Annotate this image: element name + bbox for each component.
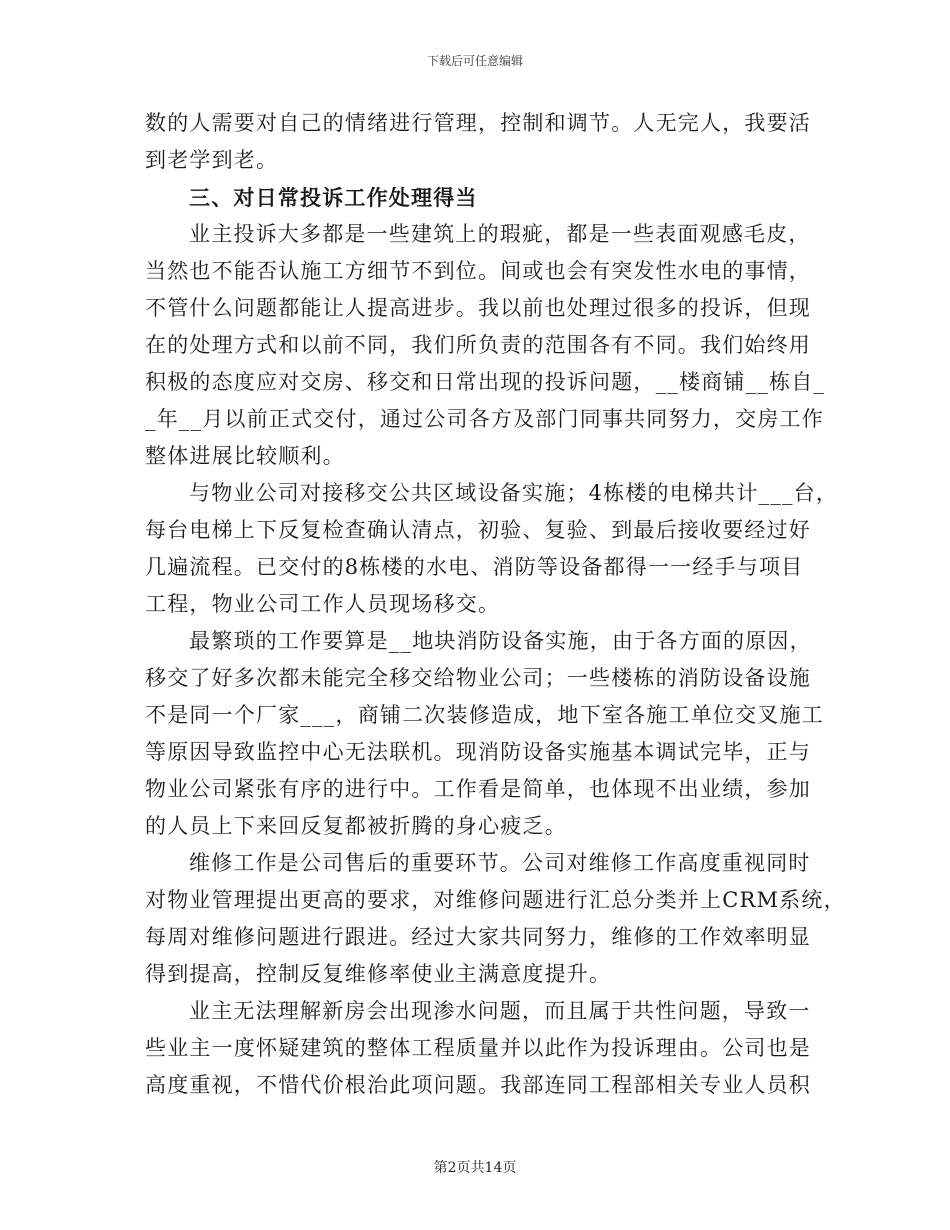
page-footer: 第2页共14页 [433,1160,517,1176]
paragraph-first-line: 最繁琐的工作要算是__地块消防设备实施，由于各方面的原因， [189,629,812,653]
text-line: 移交了好多次都未能完全移交给物业公司；一些楼栋的消防设备设施 [145,666,811,690]
text-line: 每台电梯上下反复检查确认清点，初验、复验、到最后接收要经过好 [145,518,811,542]
text-line: 当然也不能否认施工方细节不到位。间或也会有突发性水电的事情， [145,259,811,283]
text-line: 整体进展比较顺利。 [145,444,345,468]
text-line: 数的人需要对自己的情绪进行管理，控制和调节。人无完人，我要活 [145,111,811,135]
text-line: 等原因导致监控中心无法联机。现消防设备实施基本调试完毕，正与 [145,740,811,764]
text-line: 物业公司紧张有序的进行中。工作看是简单，也体现不出业绩，参加 [145,777,811,801]
text-line: 些业主一度怀疑建筑的整体工程质量并以此作为投诉理由。公司也是 [145,1036,811,1060]
text-line: 得到提高，控制反复维修率使业主满意度提升。 [145,962,612,986]
text-line: 的人员上下来回反复都被折腾的身心疲乏。 [145,814,567,838]
document-body [145,105,846,1104]
paragraph-first-line: 与物业公司对接移交公共区域设备实施；4栋楼的电梯共计___台， [189,481,839,505]
page-header: 下载后可任意编辑 [426,54,523,68]
text-line: 积极的态度应对交房、移交和日常出现的投诉问题，__楼商铺__栋自_ [145,370,826,394]
text-line: 在的处理方式和以前不同，我们所负责的范围各有不同。我们始终用 [145,333,811,357]
paragraph-first-line: 业主无法理解新房会出现渗水问题，而且属于共性问题，导致一 [189,999,811,1023]
text-line: 工程，物业公司工作人员现场移交。 [145,592,501,616]
text-line: 不管什么问题都能让人提高进步。我以前也处理过很多的投诉，但现 [145,296,811,320]
text-line: 到老学到老。 [145,148,279,172]
text-line: 几遍流程。已交付的8栋楼的水电、消防等设备都得一一经手与项目 [145,555,804,579]
paragraph-first-line: 业主投诉大多都是一些建筑上的瑕疵，都是一些表面观感毛皮， [189,222,811,246]
text-line: _年__月以前正式交付，通过公司各方及部门同事共同努力，交房工作 [145,407,824,431]
text-line: 对物业管理提出更高的要求，对维修问题进行汇总分类并上CRM系统， [145,888,846,912]
text-line: 高度重视，不惜代价根治此项问题。我部连同工程部相关专业人员积 [145,1073,811,1097]
text-line: 不是同一个厂家___，商铺二次装修造成，地下室各施工单位交叉施工 [145,703,824,727]
section-heading: 三、对日常投诉工作处理得当 [189,185,478,210]
text-line: 每周对维修问题进行跟进。经过大家共同努力，维修的工作效率明显 [145,925,811,949]
paragraph-first-line: 维修工作是公司售后的重要环节。公司对维修工作高度重视同时 [189,851,811,875]
